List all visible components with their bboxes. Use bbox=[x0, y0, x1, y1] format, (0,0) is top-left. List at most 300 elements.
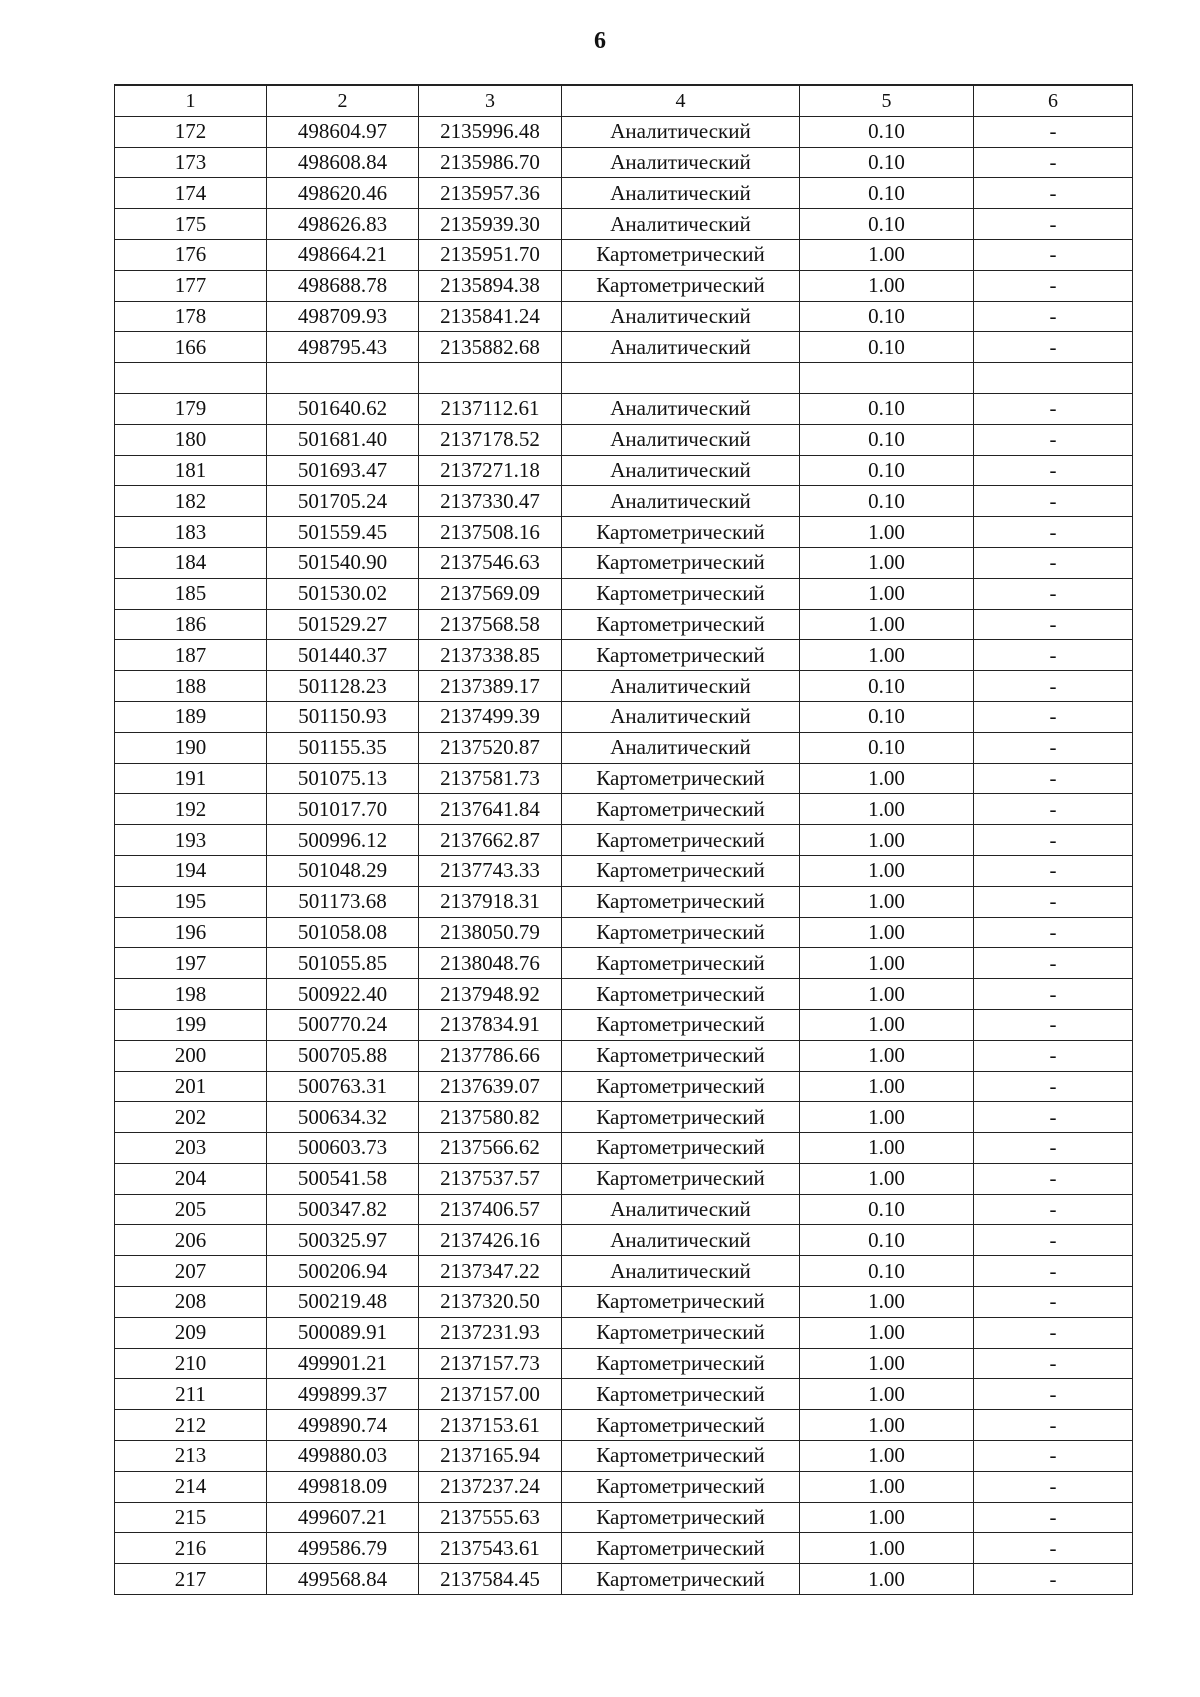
accuracy-cell: 0.10 bbox=[800, 1194, 974, 1225]
x-coordinate-cell: 499899.37 bbox=[267, 1379, 419, 1410]
x-coordinate-cell: 499890.74 bbox=[267, 1410, 419, 1441]
y-coordinate-cell: 2135986.70 bbox=[419, 147, 562, 178]
point-number-cell: 214 bbox=[115, 1471, 267, 1502]
method-cell bbox=[562, 363, 800, 394]
y-coordinate-cell: 2137743.33 bbox=[419, 855, 562, 886]
point-number-cell: 178 bbox=[115, 301, 267, 332]
point-number-cell: 181 bbox=[115, 455, 267, 486]
point-number-cell: 209 bbox=[115, 1317, 267, 1348]
y-coordinate-cell: 2135996.48 bbox=[419, 116, 562, 147]
x-coordinate-cell: 501075.13 bbox=[267, 763, 419, 794]
y-coordinate-cell: 2137555.63 bbox=[419, 1502, 562, 1533]
method-cell: Картометрический bbox=[562, 1441, 800, 1472]
accuracy-cell: 0.10 bbox=[800, 332, 974, 363]
accuracy-cell: 1.00 bbox=[800, 979, 974, 1010]
accuracy-cell: 1.00 bbox=[800, 1348, 974, 1379]
note-cell: - bbox=[974, 486, 1133, 517]
x-coordinate-cell: 501155.35 bbox=[267, 732, 419, 763]
note-cell: - bbox=[974, 1287, 1133, 1318]
y-coordinate-cell: 2137786.66 bbox=[419, 1040, 562, 1071]
accuracy-cell: 0.10 bbox=[800, 1225, 974, 1256]
column-header: 2 bbox=[267, 85, 419, 116]
method-cell: Картометрический bbox=[562, 1163, 800, 1194]
x-coordinate-cell: 500603.73 bbox=[267, 1133, 419, 1164]
point-number-cell: 204 bbox=[115, 1163, 267, 1194]
point-number-cell: 197 bbox=[115, 948, 267, 979]
y-coordinate-cell: 2137178.52 bbox=[419, 424, 562, 455]
accuracy-cell bbox=[800, 363, 974, 394]
method-cell: Аналитический bbox=[562, 1256, 800, 1287]
method-cell: Аналитический bbox=[562, 332, 800, 363]
note-cell: - bbox=[974, 855, 1133, 886]
point-number-cell: 179 bbox=[115, 393, 267, 424]
accuracy-cell: 1.00 bbox=[800, 1009, 974, 1040]
y-coordinate-cell: 2137641.84 bbox=[419, 794, 562, 825]
method-cell: Картометрический bbox=[562, 1133, 800, 1164]
x-coordinate-cell: 501705.24 bbox=[267, 486, 419, 517]
x-coordinate-cell: 501440.37 bbox=[267, 640, 419, 671]
x-coordinate-cell: 500996.12 bbox=[267, 825, 419, 856]
table-body bbox=[115, 116, 1133, 1594]
y-coordinate-cell bbox=[419, 363, 562, 394]
table-row bbox=[115, 239, 1133, 270]
y-coordinate-cell: 2137580.82 bbox=[419, 1102, 562, 1133]
accuracy-cell: 1.00 bbox=[800, 794, 974, 825]
method-cell: Аналитический bbox=[562, 1194, 800, 1225]
point-number-cell: 201 bbox=[115, 1071, 267, 1102]
note-cell: - bbox=[974, 609, 1133, 640]
y-coordinate-cell: 2137948.92 bbox=[419, 979, 562, 1010]
table-row bbox=[115, 424, 1133, 455]
table-row bbox=[115, 1071, 1133, 1102]
table-row bbox=[115, 1471, 1133, 1502]
method-cell: Картометрический bbox=[562, 825, 800, 856]
y-coordinate-cell: 2137157.00 bbox=[419, 1379, 562, 1410]
point-number-cell: 215 bbox=[115, 1502, 267, 1533]
y-coordinate-cell: 2137153.61 bbox=[419, 1410, 562, 1441]
y-coordinate-cell: 2137338.85 bbox=[419, 640, 562, 671]
accuracy-cell: 1.00 bbox=[800, 1163, 974, 1194]
note-cell: - bbox=[974, 332, 1133, 363]
method-cell: Картометрический bbox=[562, 1287, 800, 1318]
x-coordinate-cell: 498688.78 bbox=[267, 270, 419, 301]
note-cell: - bbox=[974, 794, 1133, 825]
point-number-cell: 175 bbox=[115, 209, 267, 240]
y-coordinate-cell: 2137271.18 bbox=[419, 455, 562, 486]
note-cell: - bbox=[974, 1410, 1133, 1441]
x-coordinate-cell: 501048.29 bbox=[267, 855, 419, 886]
accuracy-cell: 1.00 bbox=[800, 1471, 974, 1502]
x-coordinate-cell: 501055.85 bbox=[267, 948, 419, 979]
note-cell: - bbox=[974, 517, 1133, 548]
note-cell: - bbox=[974, 455, 1133, 486]
method-cell: Картометрический bbox=[562, 1379, 800, 1410]
table-row bbox=[115, 301, 1133, 332]
x-coordinate-cell: 500634.32 bbox=[267, 1102, 419, 1133]
x-coordinate-cell: 499586.79 bbox=[267, 1533, 419, 1564]
column-header: 1 bbox=[115, 85, 267, 116]
method-cell: Картометрический bbox=[562, 640, 800, 671]
method-cell: Картометрический bbox=[562, 979, 800, 1010]
accuracy-cell: 1.00 bbox=[800, 270, 974, 301]
column-header: 6 bbox=[974, 85, 1133, 116]
note-cell: - bbox=[974, 948, 1133, 979]
x-coordinate-cell: 500089.91 bbox=[267, 1317, 419, 1348]
column-header: 5 bbox=[800, 85, 974, 116]
x-coordinate-cell: 500541.58 bbox=[267, 1163, 419, 1194]
y-coordinate-cell: 2135841.24 bbox=[419, 301, 562, 332]
x-coordinate-cell: 499818.09 bbox=[267, 1471, 419, 1502]
point-number-cell: 190 bbox=[115, 732, 267, 763]
table-row bbox=[115, 855, 1133, 886]
x-coordinate-cell: 501530.02 bbox=[267, 578, 419, 609]
table-row bbox=[115, 147, 1133, 178]
x-coordinate-cell: 498620.46 bbox=[267, 178, 419, 209]
method-cell: Аналитический bbox=[562, 1225, 800, 1256]
y-coordinate-cell: 2137566.62 bbox=[419, 1133, 562, 1164]
accuracy-cell: 1.00 bbox=[800, 1533, 974, 1564]
table-row bbox=[115, 1009, 1133, 1040]
table-row bbox=[115, 763, 1133, 794]
y-coordinate-cell: 2135951.70 bbox=[419, 239, 562, 270]
method-cell: Аналитический bbox=[562, 671, 800, 702]
accuracy-cell: 0.10 bbox=[800, 455, 974, 486]
y-coordinate-cell: 2137834.91 bbox=[419, 1009, 562, 1040]
point-number-cell: 183 bbox=[115, 517, 267, 548]
table-row bbox=[115, 917, 1133, 948]
y-coordinate-cell: 2137918.31 bbox=[419, 886, 562, 917]
note-cell: - bbox=[974, 1102, 1133, 1133]
accuracy-cell: 1.00 bbox=[800, 640, 974, 671]
accuracy-cell: 0.10 bbox=[800, 486, 974, 517]
point-number-cell: 208 bbox=[115, 1287, 267, 1318]
method-cell: Аналитический bbox=[562, 732, 800, 763]
column-header: 3 bbox=[419, 85, 562, 116]
note-cell: - bbox=[974, 886, 1133, 917]
point-number-cell: 177 bbox=[115, 270, 267, 301]
method-cell: Картометрический bbox=[562, 1009, 800, 1040]
method-cell: Аналитический bbox=[562, 393, 800, 424]
note-cell: - bbox=[974, 270, 1133, 301]
note-cell: - bbox=[974, 116, 1133, 147]
accuracy-cell: 0.10 bbox=[800, 393, 974, 424]
table-row bbox=[115, 732, 1133, 763]
y-coordinate-cell: 2137320.50 bbox=[419, 1287, 562, 1318]
y-coordinate-cell: 2137543.61 bbox=[419, 1533, 562, 1564]
table-row bbox=[115, 1564, 1133, 1595]
note-cell: - bbox=[974, 239, 1133, 270]
accuracy-cell: 1.00 bbox=[800, 763, 974, 794]
point-number-cell: 212 bbox=[115, 1410, 267, 1441]
method-cell: Картометрический bbox=[562, 1564, 800, 1595]
table-row bbox=[115, 1163, 1133, 1194]
table-row bbox=[115, 1194, 1133, 1225]
table-row bbox=[115, 1348, 1133, 1379]
note-cell: - bbox=[974, 1533, 1133, 1564]
y-coordinate-cell: 2137112.61 bbox=[419, 393, 562, 424]
coordinates-table bbox=[114, 84, 1133, 1595]
note-cell: - bbox=[974, 1348, 1133, 1379]
point-number-cell: 206 bbox=[115, 1225, 267, 1256]
x-coordinate-cell: 500219.48 bbox=[267, 1287, 419, 1318]
note-cell: - bbox=[974, 1133, 1133, 1164]
point-number-cell: 174 bbox=[115, 178, 267, 209]
method-cell: Картометрический bbox=[562, 1040, 800, 1071]
y-coordinate-cell: 2138048.76 bbox=[419, 948, 562, 979]
accuracy-cell: 1.00 bbox=[800, 1071, 974, 1102]
x-coordinate-cell: 500325.97 bbox=[267, 1225, 419, 1256]
point-number-cell: 187 bbox=[115, 640, 267, 671]
point-number-cell: 194 bbox=[115, 855, 267, 886]
method-cell: Картометрический bbox=[562, 1102, 800, 1133]
method-cell: Картометрический bbox=[562, 1071, 800, 1102]
note-cell: - bbox=[974, 1471, 1133, 1502]
y-coordinate-cell: 2137569.09 bbox=[419, 578, 562, 609]
note-cell: - bbox=[974, 1009, 1133, 1040]
accuracy-cell: 0.10 bbox=[800, 671, 974, 702]
table-row bbox=[115, 178, 1133, 209]
note-cell: - bbox=[974, 1502, 1133, 1533]
x-coordinate-cell: 500705.88 bbox=[267, 1040, 419, 1071]
method-cell: Картометрический bbox=[562, 794, 800, 825]
note-cell: - bbox=[974, 1163, 1133, 1194]
point-number-cell: 196 bbox=[115, 917, 267, 948]
table-row bbox=[115, 547, 1133, 578]
point-number-cell: 199 bbox=[115, 1009, 267, 1040]
method-cell: Картометрический bbox=[562, 609, 800, 640]
table-row bbox=[115, 1133, 1133, 1164]
point-number-cell: 203 bbox=[115, 1133, 267, 1164]
method-cell: Картометрический bbox=[562, 855, 800, 886]
method-cell: Картометрический bbox=[562, 1410, 800, 1441]
accuracy-cell: 1.00 bbox=[800, 1379, 974, 1410]
note-cell: - bbox=[974, 301, 1133, 332]
table-row bbox=[115, 209, 1133, 240]
accuracy-cell: 1.00 bbox=[800, 547, 974, 578]
accuracy-cell: 1.00 bbox=[800, 517, 974, 548]
method-cell: Аналитический bbox=[562, 301, 800, 332]
note-cell: - bbox=[974, 1379, 1133, 1410]
note-cell: - bbox=[974, 147, 1133, 178]
method-cell: Аналитический bbox=[562, 209, 800, 240]
x-coordinate-cell: 499568.84 bbox=[267, 1564, 419, 1595]
y-coordinate-cell: 2135882.68 bbox=[419, 332, 562, 363]
x-coordinate-cell: 501640.62 bbox=[267, 393, 419, 424]
note-cell: - bbox=[974, 1317, 1133, 1348]
note-cell: - bbox=[974, 917, 1133, 948]
y-coordinate-cell: 2137426.16 bbox=[419, 1225, 562, 1256]
method-cell: Картометрический bbox=[562, 886, 800, 917]
table-row bbox=[115, 979, 1133, 1010]
table-row bbox=[115, 825, 1133, 856]
table-row bbox=[115, 886, 1133, 917]
point-number-cell: 202 bbox=[115, 1102, 267, 1133]
accuracy-cell: 1.00 bbox=[800, 1441, 974, 1472]
y-coordinate-cell: 2137389.17 bbox=[419, 671, 562, 702]
y-coordinate-cell: 2135957.36 bbox=[419, 178, 562, 209]
x-coordinate-cell: 498709.93 bbox=[267, 301, 419, 332]
x-coordinate-cell: 498608.84 bbox=[267, 147, 419, 178]
table-row bbox=[115, 1533, 1133, 1564]
x-coordinate-cell: 500206.94 bbox=[267, 1256, 419, 1287]
table-row bbox=[115, 116, 1133, 147]
y-coordinate-cell: 2137406.57 bbox=[419, 1194, 562, 1225]
point-number-cell: 193 bbox=[115, 825, 267, 856]
y-coordinate-cell: 2137546.63 bbox=[419, 547, 562, 578]
note-cell: - bbox=[974, 424, 1133, 455]
note-cell: - bbox=[974, 1040, 1133, 1071]
table-row bbox=[115, 1225, 1133, 1256]
method-cell: Картометрический bbox=[562, 1348, 800, 1379]
note-cell: - bbox=[974, 979, 1133, 1010]
note-cell: - bbox=[974, 732, 1133, 763]
x-coordinate-cell: 498795.43 bbox=[267, 332, 419, 363]
x-coordinate-cell: 501540.90 bbox=[267, 547, 419, 578]
y-coordinate-cell: 2137157.73 bbox=[419, 1348, 562, 1379]
point-number-cell: 211 bbox=[115, 1379, 267, 1410]
method-cell: Аналитический bbox=[562, 147, 800, 178]
x-coordinate-cell: 501681.40 bbox=[267, 424, 419, 455]
accuracy-cell: 0.10 bbox=[800, 301, 974, 332]
point-number-cell: 188 bbox=[115, 671, 267, 702]
method-cell: Картометрический bbox=[562, 948, 800, 979]
table-row bbox=[115, 270, 1133, 301]
point-number-cell: 182 bbox=[115, 486, 267, 517]
table-row bbox=[115, 393, 1133, 424]
note-cell: - bbox=[974, 1194, 1133, 1225]
method-cell: Картометрический bbox=[562, 517, 800, 548]
x-coordinate-cell: 499880.03 bbox=[267, 1441, 419, 1472]
point-number-cell: 176 bbox=[115, 239, 267, 270]
point-number-cell: 200 bbox=[115, 1040, 267, 1071]
accuracy-cell: 1.00 bbox=[800, 855, 974, 886]
y-coordinate-cell: 2137499.39 bbox=[419, 701, 562, 732]
table-row bbox=[115, 363, 1133, 394]
method-cell: Картометрический bbox=[562, 1471, 800, 1502]
method-cell: Картометрический bbox=[562, 917, 800, 948]
column-header: 4 bbox=[562, 85, 800, 116]
y-coordinate-cell: 2137639.07 bbox=[419, 1071, 562, 1102]
method-cell: Картометрический bbox=[562, 1317, 800, 1348]
y-coordinate-cell: 2137508.16 bbox=[419, 517, 562, 548]
point-number-cell: 217 bbox=[115, 1564, 267, 1595]
accuracy-cell: 1.00 bbox=[800, 578, 974, 609]
method-cell: Аналитический bbox=[562, 424, 800, 455]
note-cell: - bbox=[974, 209, 1133, 240]
x-coordinate-cell: 501173.68 bbox=[267, 886, 419, 917]
method-cell: Картометрический bbox=[562, 1533, 800, 1564]
x-coordinate-cell: 500763.31 bbox=[267, 1071, 419, 1102]
point-number-cell: 210 bbox=[115, 1348, 267, 1379]
x-coordinate-cell: 501693.47 bbox=[267, 455, 419, 486]
table-row bbox=[115, 609, 1133, 640]
table-header-row bbox=[115, 85, 1133, 116]
accuracy-cell: 1.00 bbox=[800, 239, 974, 270]
table-row bbox=[115, 948, 1133, 979]
note-cell: - bbox=[974, 701, 1133, 732]
accuracy-cell: 1.00 bbox=[800, 825, 974, 856]
point-number-cell: 195 bbox=[115, 886, 267, 917]
y-coordinate-cell: 2137581.73 bbox=[419, 763, 562, 794]
accuracy-cell: 1.00 bbox=[800, 948, 974, 979]
method-cell: Аналитический bbox=[562, 116, 800, 147]
method-cell: Картометрический bbox=[562, 763, 800, 794]
y-coordinate-cell: 2137662.87 bbox=[419, 825, 562, 856]
accuracy-cell: 1.00 bbox=[800, 1133, 974, 1164]
table-row bbox=[115, 1379, 1133, 1410]
table-row bbox=[115, 517, 1133, 548]
point-number-cell: 184 bbox=[115, 547, 267, 578]
note-cell: - bbox=[974, 1225, 1133, 1256]
accuracy-cell: 1.00 bbox=[800, 886, 974, 917]
note-cell: - bbox=[974, 578, 1133, 609]
point-number-cell: 185 bbox=[115, 578, 267, 609]
table-row bbox=[115, 701, 1133, 732]
table-row bbox=[115, 486, 1133, 517]
accuracy-cell: 1.00 bbox=[800, 1502, 974, 1533]
point-number-cell: 213 bbox=[115, 1441, 267, 1472]
table-row bbox=[115, 794, 1133, 825]
point-number-cell: 198 bbox=[115, 979, 267, 1010]
table-row bbox=[115, 1441, 1133, 1472]
method-cell: Аналитический bbox=[562, 455, 800, 486]
accuracy-cell: 0.10 bbox=[800, 209, 974, 240]
point-number-cell bbox=[115, 363, 267, 394]
method-cell: Аналитический bbox=[562, 701, 800, 732]
note-cell bbox=[974, 363, 1133, 394]
point-number-cell: 192 bbox=[115, 794, 267, 825]
point-number-cell: 186 bbox=[115, 609, 267, 640]
accuracy-cell: 0.10 bbox=[800, 178, 974, 209]
point-number-cell: 191 bbox=[115, 763, 267, 794]
x-coordinate-cell: 499901.21 bbox=[267, 1348, 419, 1379]
x-coordinate-cell: 498626.83 bbox=[267, 209, 419, 240]
point-number-cell: 180 bbox=[115, 424, 267, 455]
x-coordinate-cell: 498664.21 bbox=[267, 239, 419, 270]
method-cell: Картометрический bbox=[562, 578, 800, 609]
y-coordinate-cell: 2137237.24 bbox=[419, 1471, 562, 1502]
note-cell: - bbox=[974, 640, 1133, 671]
accuracy-cell: 0.10 bbox=[800, 116, 974, 147]
table-row bbox=[115, 455, 1133, 486]
table-row bbox=[115, 640, 1133, 671]
y-coordinate-cell: 2137347.22 bbox=[419, 1256, 562, 1287]
table-row bbox=[115, 1287, 1133, 1318]
method-cell: Картометрический bbox=[562, 239, 800, 270]
y-coordinate-cell: 2138050.79 bbox=[419, 917, 562, 948]
x-coordinate-cell: 499607.21 bbox=[267, 1502, 419, 1533]
y-coordinate-cell: 2137165.94 bbox=[419, 1441, 562, 1472]
method-cell: Аналитический bbox=[562, 486, 800, 517]
table-row bbox=[115, 1040, 1133, 1071]
point-number-cell: 207 bbox=[115, 1256, 267, 1287]
point-number-cell: 172 bbox=[115, 116, 267, 147]
y-coordinate-cell: 2135894.38 bbox=[419, 270, 562, 301]
y-coordinate-cell: 2137330.47 bbox=[419, 486, 562, 517]
y-coordinate-cell: 2137584.45 bbox=[419, 1564, 562, 1595]
point-number-cell: 173 bbox=[115, 147, 267, 178]
accuracy-cell: 1.00 bbox=[800, 1317, 974, 1348]
x-coordinate-cell: 500770.24 bbox=[267, 1009, 419, 1040]
note-cell: - bbox=[974, 671, 1133, 702]
method-cell: Картометрический bbox=[562, 547, 800, 578]
note-cell: - bbox=[974, 1256, 1133, 1287]
x-coordinate-cell: 501128.23 bbox=[267, 671, 419, 702]
accuracy-cell: 1.00 bbox=[800, 1040, 974, 1071]
table-row bbox=[115, 332, 1133, 363]
x-coordinate-cell: 501150.93 bbox=[267, 701, 419, 732]
accuracy-cell: 0.10 bbox=[800, 732, 974, 763]
